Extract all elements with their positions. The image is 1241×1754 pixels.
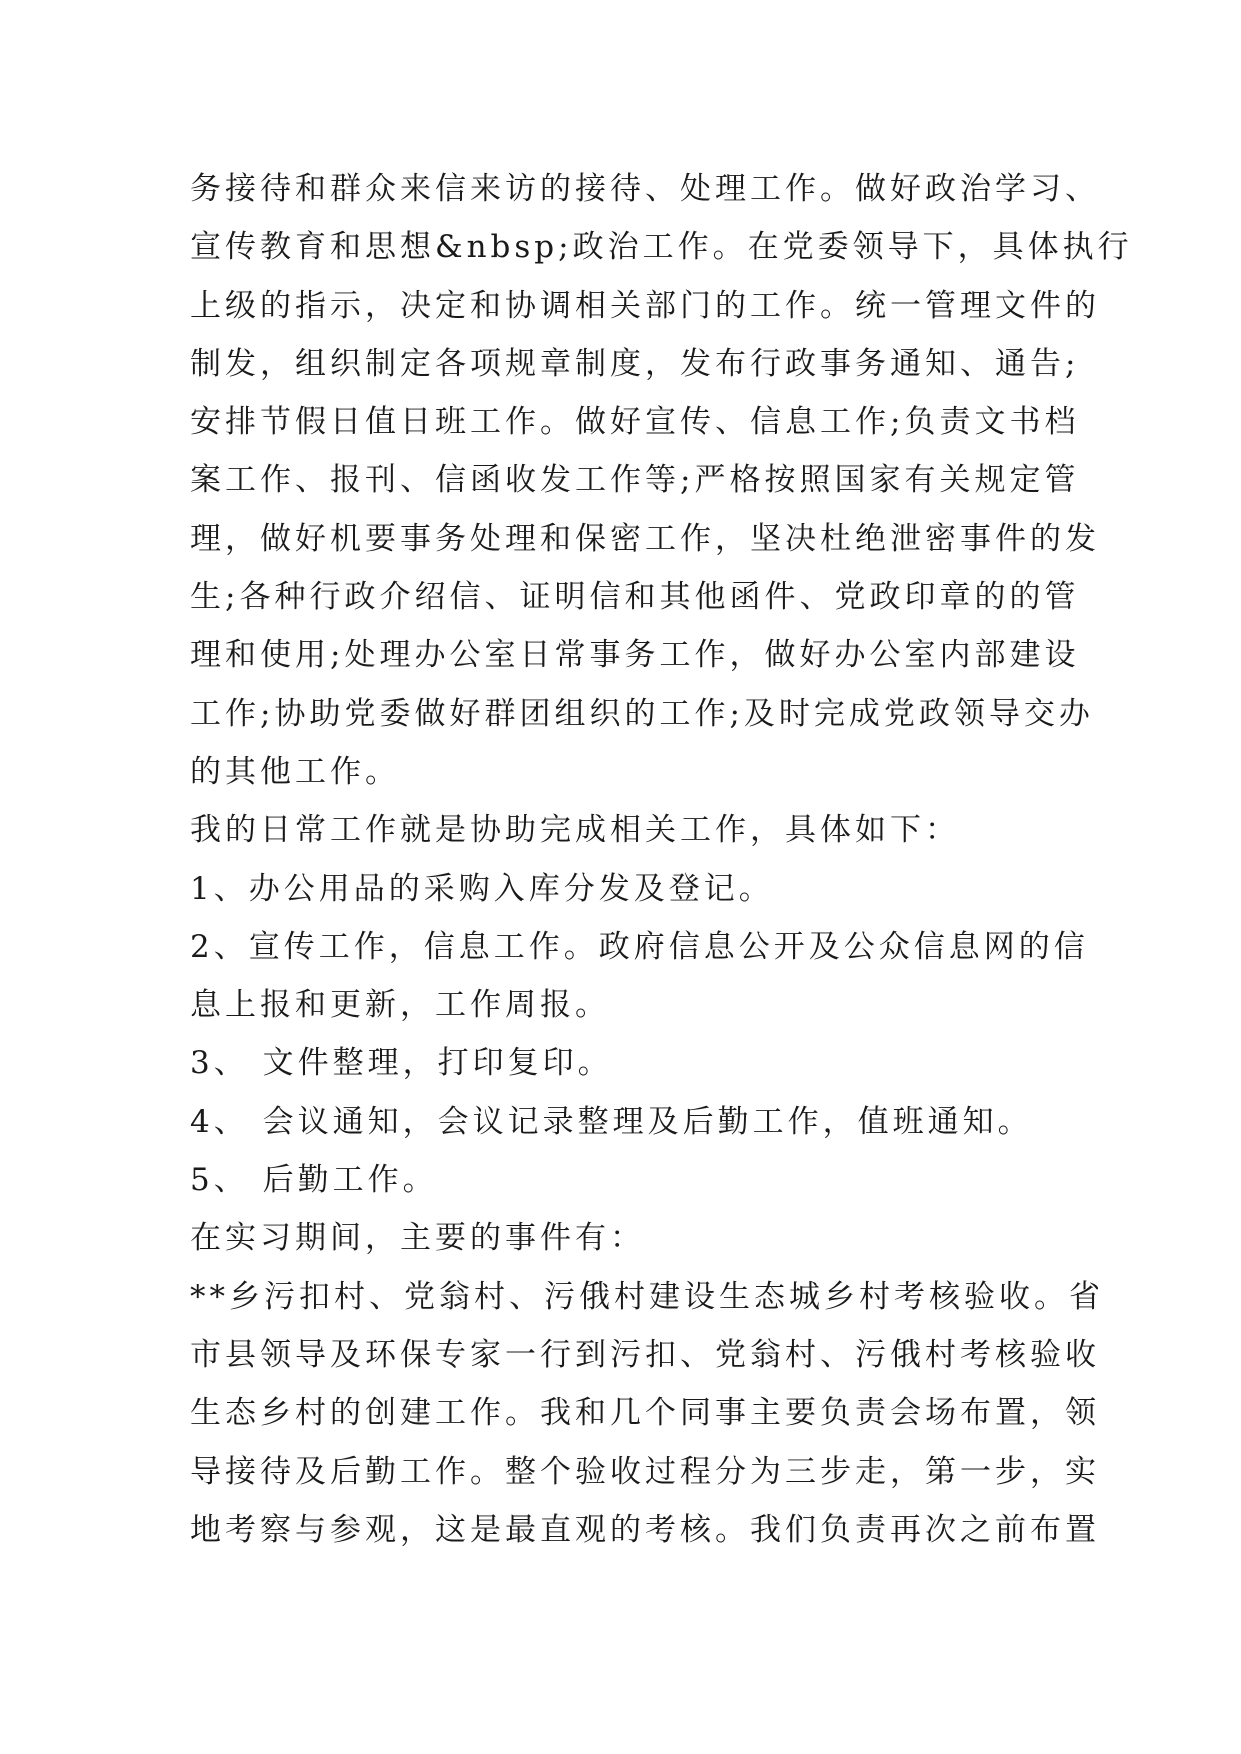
text-line: 息上报和更新，工作周报。 bbox=[190, 987, 610, 1024]
text-line: 生;各种行政介绍信、证明信和其他函件、党政印章的的管 bbox=[190, 579, 1080, 616]
list-item: 1、办公用品的采购入库分发及登记。 bbox=[190, 870, 774, 907]
text-line: 地考察与参观，这是最直观的考核。我们负责再次之前布置 bbox=[190, 1511, 1100, 1548]
body-text bbox=[190, 160, 1133, 1559]
text-line: **乡污扣村、党翁村、污俄村建设生态城乡村考核验收。省 bbox=[190, 1278, 1104, 1315]
text-line: 在实习期间，主要的事件有： bbox=[190, 1220, 645, 1257]
text-line: 宣传教育和思想&nbsp;政治工作。在党委领导下，具体执行 bbox=[190, 229, 1133, 266]
text-line: 务接待和群众来信来访的接待、处理工作。做好政治学习、 bbox=[190, 171, 1100, 207]
list-item: 2、宣传工作，信息工作。政府信息公开及公众信息网的信 bbox=[190, 928, 1089, 965]
list-item: 5、 后勤工作。 bbox=[190, 1162, 438, 1199]
text-line: 制发，组织制定各项规章制度，发布行政事务通知、通告; bbox=[190, 345, 1080, 382]
text-line: 理和使用;处理办公室日常事务工作，做好办公室内部建设 bbox=[190, 637, 1080, 674]
text-line: 上级的指示，决定和协调相关部门的工作。统一管理文件的 bbox=[190, 287, 1100, 324]
text-line: 导接待及后勤工作。整个验收过程分为三步走，第一步，实 bbox=[190, 1453, 1100, 1490]
text-line: 的其他工作。 bbox=[190, 753, 400, 790]
text-line: 案工作、报刊、信函收发工作等;严格按照国家有关规定管 bbox=[190, 462, 1080, 499]
text-line: 工作;协助党委做好群团组织的工作;及时完成党政领导交办 bbox=[190, 695, 1094, 732]
text-line: 我的日常工作就是协助完成相关工作，具体如下： bbox=[190, 812, 960, 849]
text-line: 安排节假日值日班工作。做好宣传、信息工作;负责文书档 bbox=[190, 404, 1080, 441]
text-line: 生态乡村的创建工作。我和几个同事主要负责会场布置，领 bbox=[190, 1395, 1100, 1432]
list-item: 3、 文件整理，打印复印。 bbox=[190, 1045, 613, 1082]
list-item: 4、 会议通知，会议记录整理及后勤工作，值班通知。 bbox=[190, 1103, 1033, 1140]
text-line: 市县领导及环保专家一行到污扣、党翁村、污俄村考核验收 bbox=[190, 1336, 1100, 1373]
text-line: 理，做好机要事务处理和保密工作，坚决杜绝泄密事件的发 bbox=[190, 520, 1100, 557]
